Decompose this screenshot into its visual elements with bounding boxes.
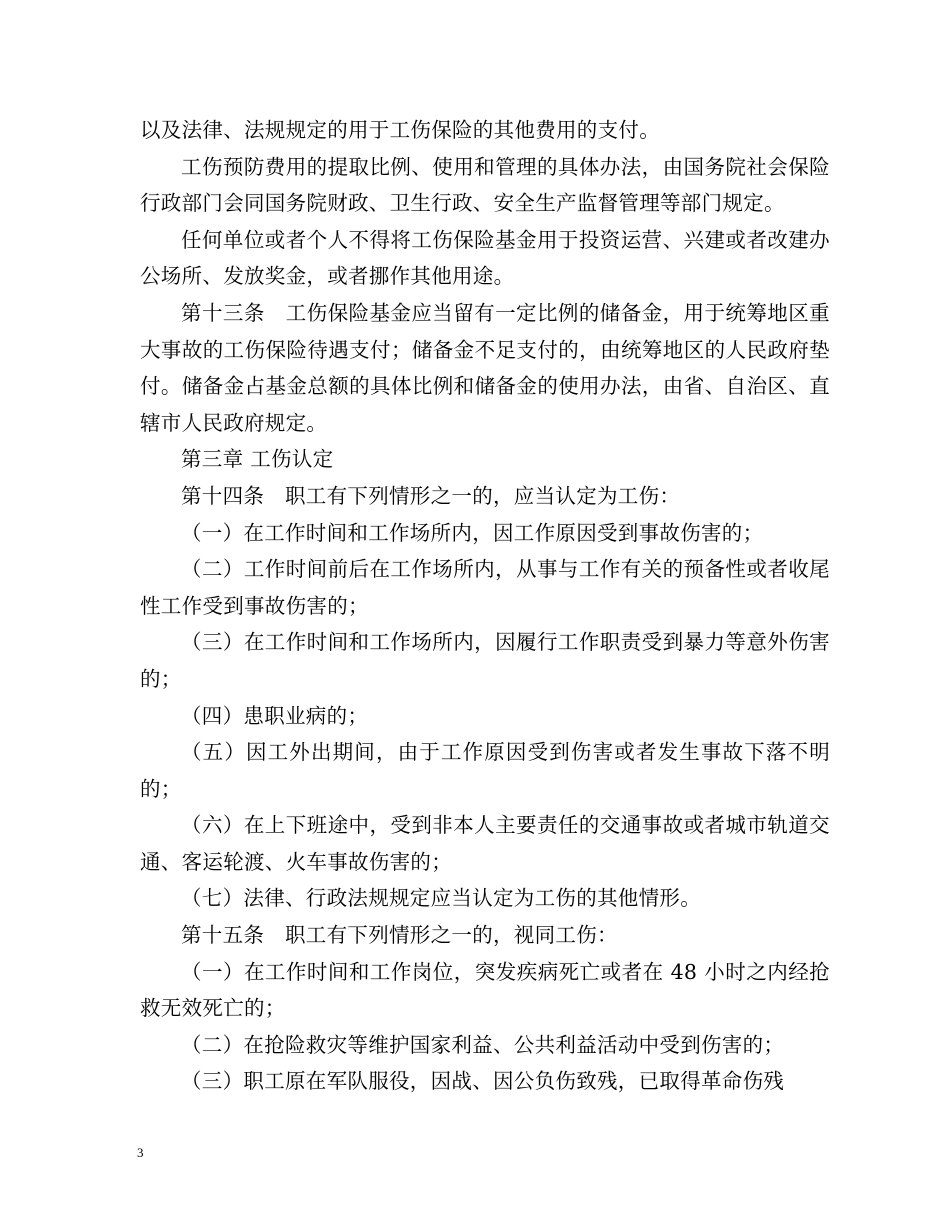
- article-heading: 第十五条 职工有下列情形之一的，视同工伤：: [181, 923, 618, 948]
- list-item: （三）职工原在军队服役，因战、因公负伤致残，已取得革命伤残: [181, 1069, 785, 1094]
- list-item: （七）法律、行政法规规定应当认定为工伤的其他情形。: [181, 886, 701, 911]
- list-item: （二）工作时间前后在工作场所内，从事与工作有关的预备性或者收尾性工作受到事故伤害的；: [140, 557, 830, 618]
- document-body: [140, 112, 830, 1100]
- list-item: （一）在工作时间和工作场所内，因工作原因受到事故伤害的；: [181, 520, 764, 545]
- chapter-heading: 第三章 工伤认定: [181, 447, 334, 472]
- paragraph: 任何单位或者个人不得将工伤保险基金用于投资运营、兴建或者改建办公场所、发放奖金，或者挪作其他用途。: [140, 227, 830, 289]
- list-item: （一）在工作时间和工作岗位，突发疾病死亡或者在 48 小时之内经抢救无效死亡的；: [140, 959, 830, 1021]
- list-item: （五）因工外出期间，由于工作原因受到伤害或者发生事故下落不明的；: [140, 740, 830, 801]
- list-item: （四）患职业病的；: [181, 703, 369, 728]
- list-item: （二）在抢险救灾等维护国家利益、公共利益活动中受到伤害的；: [181, 1032, 785, 1057]
- paragraph: 以及法律、法规规定的用于工伤保险的其他费用的支付。: [140, 118, 660, 142]
- article-heading: 第十四条 职工有下列情形之一的，应当认定为工伤：: [181, 483, 681, 508]
- paragraph: 第十三条 工伤保险基金应当留有一定比例的储备金，用于统筹地区重大事故的工伤保险待遇支付；储备金不足支付的，由统筹地区的人民政府垫付。储备金占基金总额的具体比例和储备金的使用办法，由省、自治区、直辖市人民政府规定。: [140, 300, 830, 435]
- paragraph: 工伤预防费用的提取比例、使用和管理的具体办法，由国务院社会保险行政部门会同国务院财政、卫生行政、安全生产监督管理等部门规定。: [140, 154, 830, 216]
- list-item: （三）在工作时间和工作场所内，因履行工作职责受到暴力等意外伤害的；: [140, 630, 830, 691]
- list-item: （六）在上下班途中，受到非本人主要责任的交通事故或者城市轨道交通、客运轮渡、火车事故伤害的；: [140, 813, 830, 874]
- page-number: 3: [137, 1145, 144, 1160]
